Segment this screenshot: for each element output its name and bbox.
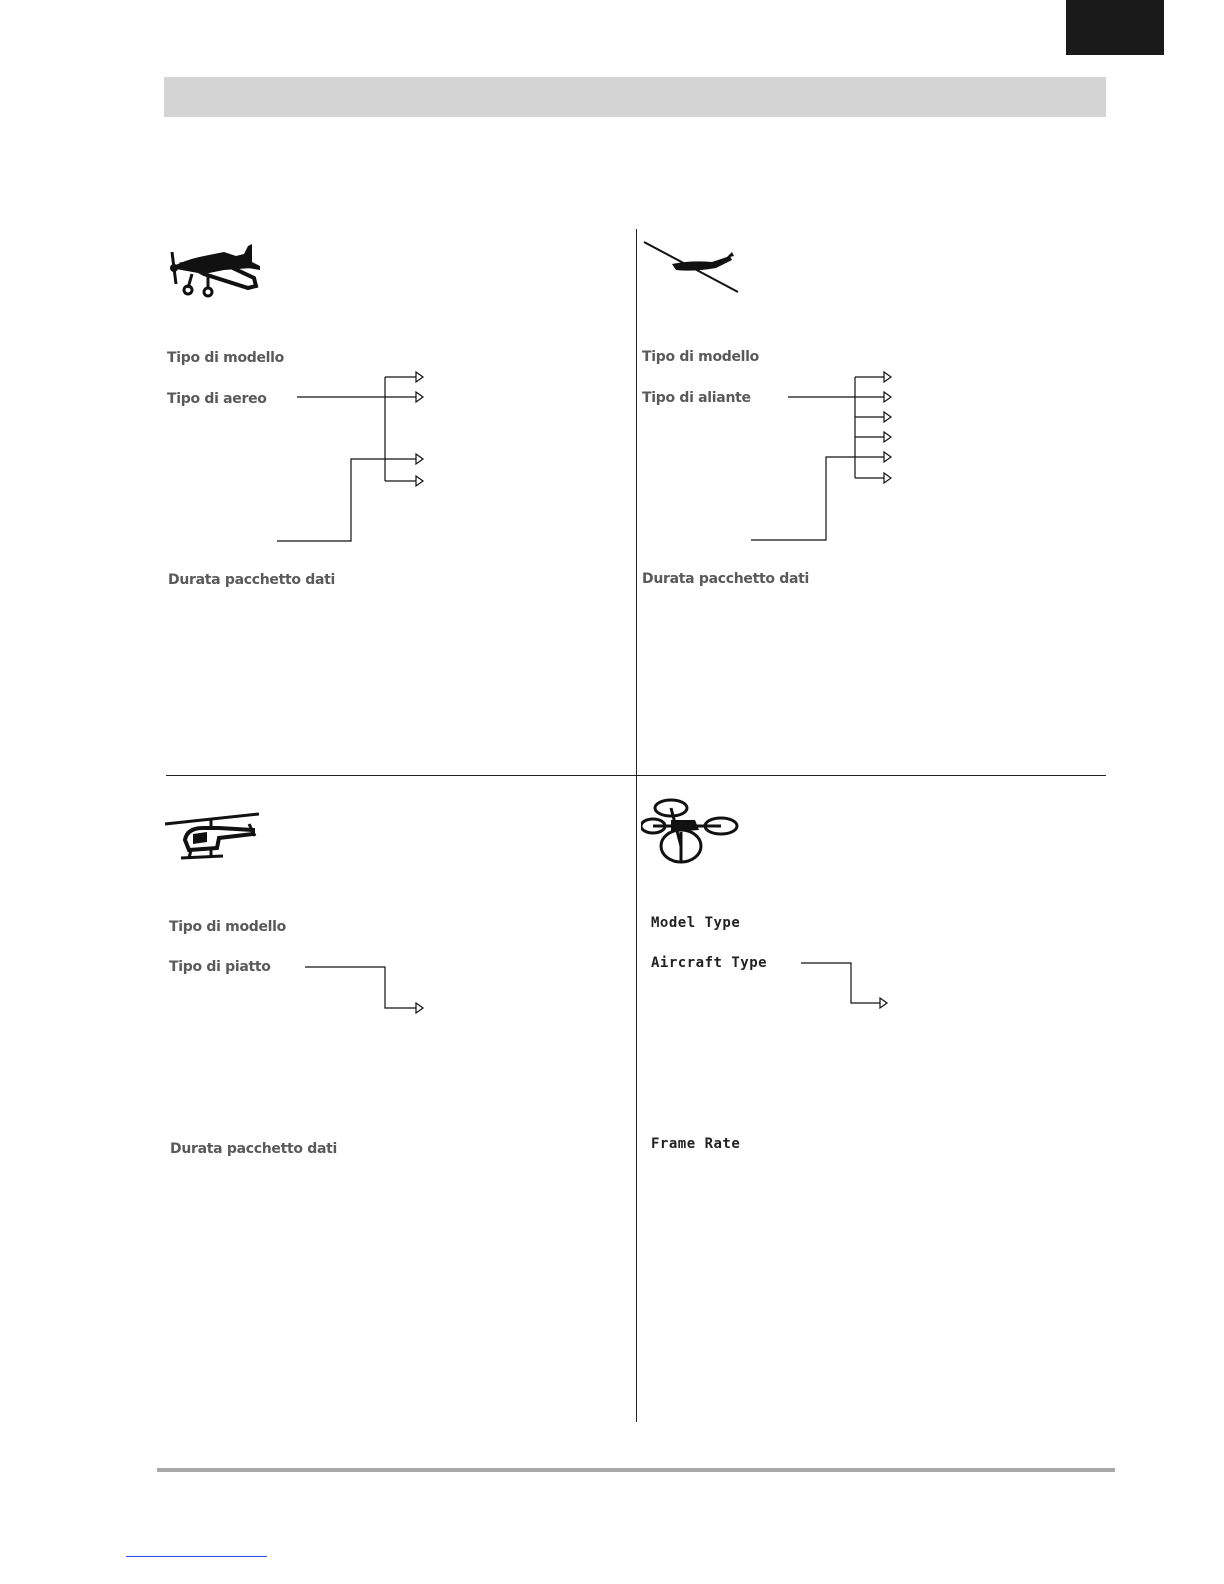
arrow-icon bbox=[884, 452, 891, 462]
helicopter-connector-lines bbox=[305, 967, 416, 1008]
aircraft-type-label: Tipo di aereo bbox=[167, 391, 267, 407]
arrow-icon bbox=[884, 392, 891, 402]
arrow-icon bbox=[880, 998, 887, 1008]
frame-rate-label: Durata pacchetto dati bbox=[168, 572, 336, 588]
arrow-icon bbox=[416, 454, 423, 464]
arrow-icon bbox=[884, 473, 891, 483]
multirotor-connector-lines bbox=[801, 963, 880, 1003]
arrow-icon bbox=[416, 1003, 423, 1013]
arrow-icon bbox=[884, 372, 891, 382]
aircraft-type-label: Aircraft Type bbox=[651, 955, 768, 971]
model-type-label: Tipo di modello bbox=[642, 349, 759, 365]
arrow-icon bbox=[884, 432, 891, 442]
airplane-connector-lines bbox=[277, 377, 416, 541]
frame-rate-label: Durata pacchetto dati bbox=[170, 1141, 338, 1157]
footer-rule bbox=[157, 1468, 1115, 1472]
arrow-icon bbox=[416, 372, 423, 382]
arrow-icon bbox=[416, 392, 423, 402]
frame-rate-label: Frame Rate bbox=[651, 1136, 741, 1152]
arrow-icon bbox=[884, 412, 891, 422]
arrow-icon bbox=[416, 476, 423, 486]
model-type-label: Tipo di modello bbox=[167, 350, 284, 366]
model-type-label: Tipo di modello bbox=[169, 919, 286, 935]
model-type-label: Model Type bbox=[651, 915, 741, 931]
glider-connector-lines bbox=[751, 377, 884, 540]
aircraft-type-label: Tipo di aliante bbox=[642, 390, 751, 406]
link-underline[interactable] bbox=[126, 1556, 267, 1557]
aircraft-type-label: Tipo di piatto bbox=[169, 959, 271, 975]
frame-rate-label: Durata pacchetto dati bbox=[642, 571, 810, 587]
